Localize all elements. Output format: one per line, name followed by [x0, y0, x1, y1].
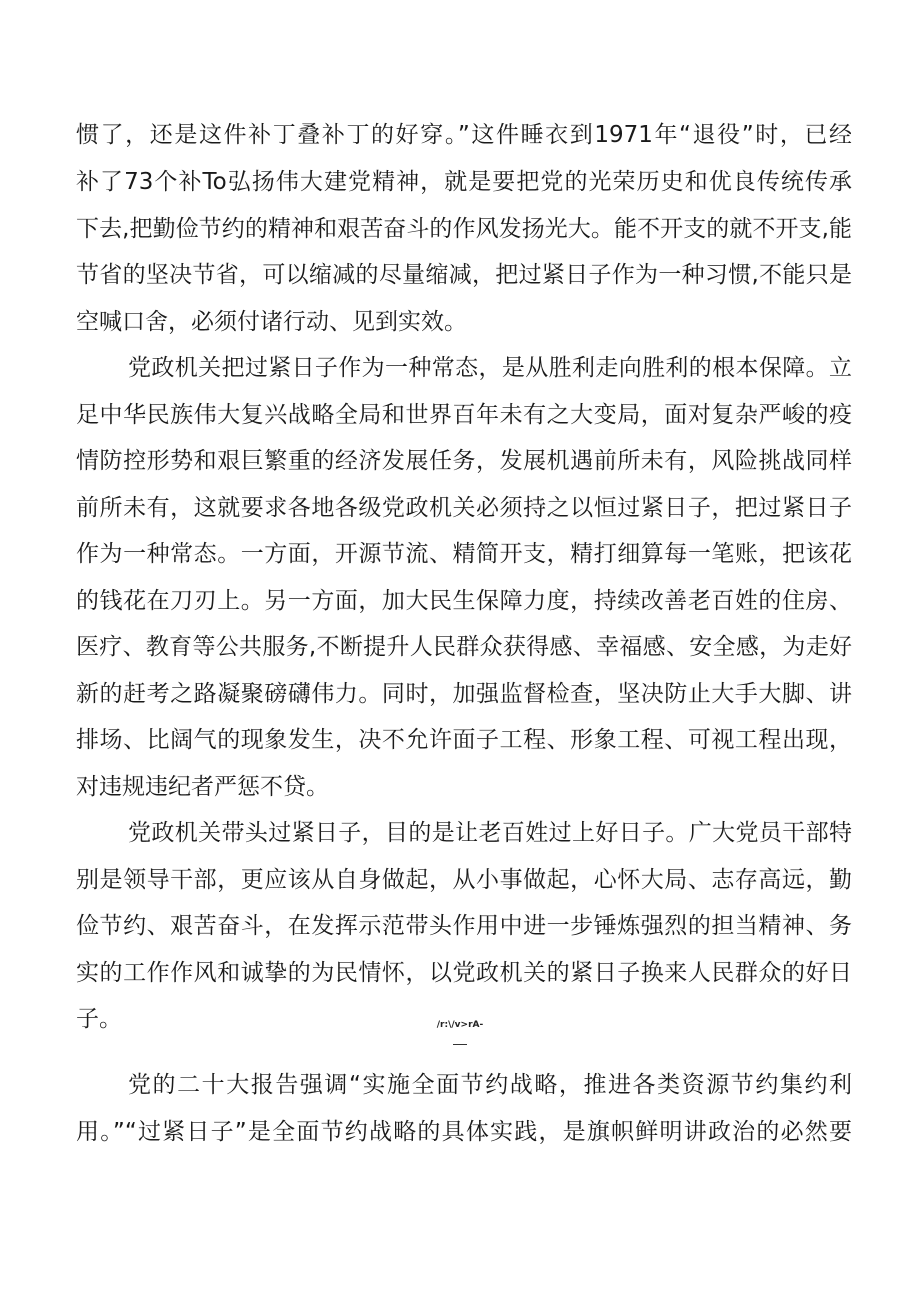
- paragraph-2-line-1: 党政机关把过紧日子作为一种常态，是从胜利走向胜利的根本保障。立: [128, 355, 852, 381]
- paragraph-2-line-5: 作为一种常态。一方面，开源节流、精简开支，精打细算每一笔账，把该花: [76, 541, 852, 567]
- paragraph-1-line-1: 惯了，还是这件补丁叠补丁的好穿。”这件睡衣到1971年“退役”时，已经: [76, 122, 852, 148]
- paragraph-3-line-3: 俭节约、艰苦奋斗，在发挥示范带头作用中进一步锤炼强烈的担当精神、务: [76, 913, 852, 939]
- section-separator-rule: [453, 1044, 467, 1045]
- paragraph-2-line-3: 情防控形势和艰巨繁重的经济发展任务，发展机遇前所未有，风险挑战同样: [76, 448, 852, 474]
- paragraph-1-line-5: 空喊口舍，必须付诸行动、见到实效。: [76, 309, 467, 335]
- paragraph-2-line-9: 排场、比阔气的现象发生，决不允许面子工程、形象工程、可视工程出现，: [76, 727, 852, 753]
- section-separator-mark: /r:\/v>rA-: [436, 1020, 484, 1030]
- paragraph-1-line-2: 补了73个补To弘扬伟大建党精神，就是要把党的光荣历史和优良传统传承: [76, 169, 852, 195]
- paragraph-1-line-3: 下去,把勤俭节约的精神和艰苦奋斗的作风发扬光大。能不开支的就不开支,能: [76, 216, 852, 242]
- paragraph-3-line-5: 子。: [76, 1006, 122, 1032]
- paragraph-4-line-2: 用。”“过紧日子”是全面节约战略的具体实践，是旗帜鲜明讲政治的必然要: [76, 1119, 852, 1145]
- paragraph-1-line-4: 节省的坚决节省，可以缩减的尽量缩减，把过紧日子作为一种习惯,不能只是: [76, 262, 852, 288]
- paragraph-3-line-1: 党政机关带头过紧日子，目的是让老百姓过上好日子。广大党员干部特: [128, 820, 852, 846]
- paragraph-2-line-8: 新的赶考之路凝聚磅礴伟力。同时，加强监督检查，坚决防止大手大脚、讲: [76, 681, 852, 707]
- paragraph-2-line-2: 足中华民族伟大复兴战略全局和世界百年未有之大变局，面对复杂严峻的疫: [76, 402, 852, 428]
- paragraph-2-line-6: 的钱花在刀刃上。另一方面，加大民生保障力度，持续改善老百姓的住房、: [76, 588, 852, 614]
- paragraph-3-line-4: 实的工作作风和诚挚的为民情怀，以党政机关的紧日子换来人民群众的好日: [76, 960, 852, 986]
- paragraph-4-line-1: 党的二十大报告强调“实施全面节约战略，推进各类资源节约集约利: [128, 1072, 852, 1098]
- paragraph-3-line-2: 别是领导干部，更应该从自身做起，从小事做起，心怀大局、志存高远，勤: [76, 867, 852, 893]
- paragraph-2-line-4: 前所未有，这就要求各地各级党政机关必须持之以恒过紧日子，把过紧日子: [76, 495, 852, 521]
- paragraph-2-line-10: 对违规违纪者严惩不贷。: [76, 774, 329, 800]
- paragraph-2-line-7: 医疗、教育等公共服务,不断提升人民群众获得感、幸福感、安全感，为走好: [76, 634, 852, 660]
